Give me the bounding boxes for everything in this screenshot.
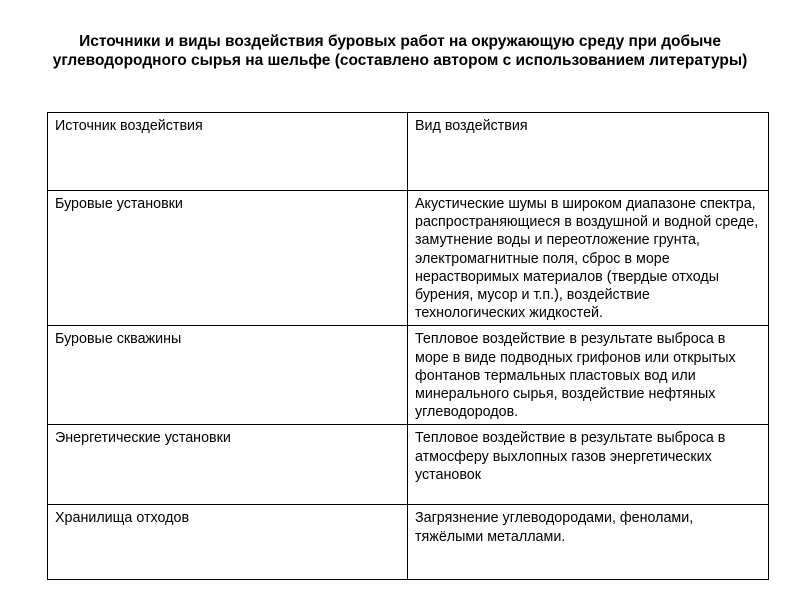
- source-cell: Буровые установки: [48, 191, 408, 326]
- impact-cell: Тепловое воздействие в результате выброса в атмосферу выхлопных газов энергетических установок: [408, 425, 769, 505]
- impact-cell: Загрязнение углеводородами, фенолами, тяжёлыми металлами.: [408, 505, 769, 580]
- impact-cell: Тепловое воздействие в результате выброса в море в виде подводных грифонов или открытых фонтанов термальных пластовых вод или минерального сырья, воздействие нефтяных углеводородов.: [408, 326, 769, 425]
- impact-table: [47, 112, 769, 580]
- header-cell-impact: Вид воздействия: [408, 113, 769, 191]
- table-header-row: [48, 113, 769, 191]
- source-cell: Хранилища отходов: [48, 505, 408, 580]
- header-cell-source: Источник воздействия: [48, 113, 408, 191]
- source-cell: Буровые скважины: [48, 326, 408, 425]
- slide-title-line-2: углеводородного сырья на шельфе (составлено автором с использованием литературы): [52, 52, 748, 69]
- table-row: [48, 425, 769, 505]
- slide-title: [40, 32, 760, 70]
- slide-title-line-1: Источники и виды воздействия буровых работ на окружающую среду при добыче: [79, 33, 721, 50]
- impact-cell: Акустические шумы в широком диапазоне спектра, распространяющиеся в воздушной и водной среде, замутнение воды и переотложение грунта, электромагнитные поля, сброс в море нерастворимых материалов (твердые отходы бурения, мусор и т.п.), воздействие технологических жидкостей.: [408, 191, 769, 326]
- source-cell: Энергетические установки: [48, 425, 408, 505]
- table-row: [48, 326, 769, 425]
- table-row: [48, 191, 769, 326]
- table-row: [48, 505, 769, 580]
